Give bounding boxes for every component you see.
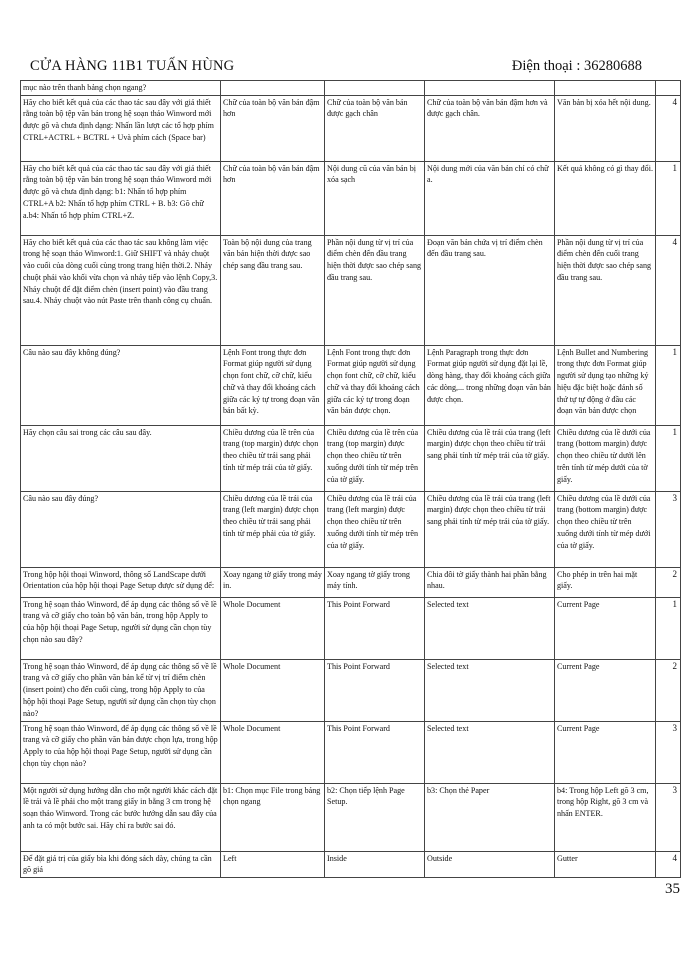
option-c-cell: Chia đôi tờ giấy thành hai phần bằng nhau. [425,567,555,597]
answer-cell: 4 [656,95,681,161]
option-b-cell: This Point Forward [325,721,425,783]
answer-cell: 3 [656,783,681,851]
option-c-cell: b3: Chọn thẻ Paper [425,783,555,851]
option-d-cell: Current Page [555,597,656,659]
option-d-cell: Kết quả không có gì thay đổi. [555,161,656,235]
option-a-cell: Chiều dương của lề trái của trang (left margin) được chọn theo chiều từ trái sang phải tính từ mép phải của tờ giấy. [221,491,325,567]
option-b-cell: Chiều dương của lề trái của trang (left margin) được chọn theo chiều từ trên xuống dưới tính từ mép trên của tờ giấy. [325,491,425,567]
option-c-cell: Nội dung mới của văn bản chỉ có chữ a. [425,161,555,235]
table-row [21,721,681,783]
option-a-cell: Left [221,851,325,877]
question-cell: Hãy cho biết kết quả của các thao tác sau đây với giả thiết rằng toàn bộ tệp văn bản trong hệ soạn thảo Winword mới được gõ và chưa định dạng: b1: Nhấn tổ hợp phím CTRL+A b2: Nhấn tổ hợp phím CTRL + B. b3: Gõ chữ a.b4: Nhấn tổ hợp phím CTRL+Z. [21,161,221,235]
option-a-cell: Lệnh Font trong thực đơn Format giúp người sử dụng chọn font chữ, cỡ chữ, kiểu chữ và thay đổi khoảng cách giữa các ký tự trong đoạn văn bản bất kỳ. [221,345,325,425]
option-c-cell: Outside [425,851,555,877]
question-cell: Để đặt giá trị của giấy bìa khi đóng sách dày, chúng ta cần gõ giá [21,851,221,877]
option-d-cell: Lệnh Bullet and Numbering trong thực đơn Format giúp người sử dụng tạo những ký hiệu đặc biệt hoặc đánh số thứ tự tự động ở đầu các đoạn văn bản được chọn [555,345,656,425]
question-cell: Hãy cho biết kết quả của các thao tác sau không làm việc trong hệ soạn thảo Winword:1. Giữ SHIFT và nháy chuột vào cuối của dòng cuối cùng trong trang hiện thời.2. Nháy chuột phải vào khối vừa chọn và nháy tiếp vào lệnh Copy,3. Nháy chuột để đặt điểm chèn (insert point) vào đầu trang sau.4. Nháy chuột vào nút Paste trên thanh công cụ chuẩn. [21,235,221,345]
option-d-cell: Văn bản bị xóa hết nội dung. [555,95,656,161]
table-row-top-line [21,81,681,96]
table-row [21,345,681,425]
table-row [21,567,681,597]
option-b-cell: Chiều dương của lề trên của trang (top margin) được chọn theo chiều từ trên xuống dưới tính từ mép trên của tờ giấy. [325,425,425,491]
question-cell: Trong hộp hội thoại Winword, thông số LandScape dưới Orientation của hộp hội thoại Page Setup được sử dụng để: [21,567,221,597]
table-row [21,851,681,877]
option-a-cell: Whole Document [221,721,325,783]
option-c-cell: Chiều dương của lề trái của trang (left margin) được chọn theo chiều từ trái sang phải tính từ mép trái của tờ giấy. [425,491,555,567]
option-b-cell: Xoay ngang tờ giấy trong máy tính. [325,567,425,597]
question-table [20,80,681,878]
option-c-cell: Selected text [425,659,555,721]
option-b-cell: b2: Chọn tiếp lệnh Page Setup. [325,783,425,851]
table-row [21,95,681,161]
option-a-cell: Xoay ngang tờ giấy trong máy in. [221,567,325,597]
option-b-cell: Chữ của toàn bộ văn bản được gạch chân [325,95,425,161]
table-row [21,425,681,491]
option-a-cell: Chữ của toàn bộ văn bản đậm hơn [221,161,325,235]
answer-cell: 2 [656,659,681,721]
option-c-cell: Chiều dương của lề trái của trang (left margin) được chọn theo chiều từ trái sang phải tính từ mép trái của tờ giấy. [425,425,555,491]
option-a-cell: Toàn bộ nội dung của trang văn bản hiện thời được sao chép sang đầu trang sau. [221,235,325,345]
shop-name: CỬA HÀNG 11B1 TUẤN HÙNG [30,58,235,74]
option-a-cell: Whole Document [221,659,325,721]
answer-cell: 3 [656,491,681,567]
option-b-cell: This Point Forward [325,597,425,659]
option-c-cell: Chữ của toàn bộ văn bản đậm hơn và được gạch chân. [425,95,555,161]
option-c-cell: Lệnh Paragraph trong thực đơn Format giúp người sử dụng đặt lại lề, dòng hàng, thay đổi khoảng cách giữa các dòng,... trong những đoạn văn bản được chọn. [425,345,555,425]
table-row [21,597,681,659]
option-b-cell: Phần nội dung từ vị trí của điểm chèn đến đầu trang hiện thời được sao chép sang đầu trang sau. [325,235,425,345]
option-a-cell: b1: Chọn mục File trong bảng chọn ngang [221,783,325,851]
option-d-cell: Current Page [555,659,656,721]
option-b-cell: Nội dung cũ của văn bản bị xóa sạch [325,161,425,235]
option-d-cell: Phần nội dung từ vị trí của điểm chèn đến cuối trang hiện thời được sao chép sang đầu trang sau. [555,235,656,345]
phone-number: Điện thoại : 36280688 [511,58,642,74]
question-cell: mục nào trên thanh bảng chọn ngang? [21,81,221,96]
answer-cell: 1 [656,425,681,491]
question-cell: Trong hệ soạn thảo Winword, để áp dụng các thông số về lề trang và cỡ giấy cho phần văn bản được chọn lựa, trong hộp Apply to của hộp hội thoại Page Setup, người sử dụng cần chọn tùy chọn nào? [21,721,221,783]
answer-cell: 1 [656,345,681,425]
option-b-cell: Inside [325,851,425,877]
answer-cell: 1 [656,161,681,235]
question-cell: Hãy cho biết kết quả của các thao tác sau đây với giả thiết rằng toàn bộ tệp văn bản trong hệ soạn thảo Winword mới được gõ và chưa định dạng: Nhấn lần lượt các tổ hợp phím CTRL+ACTRL + BCTRL + Uvà phím cách (Space bar) [21,95,221,161]
table-row [21,659,681,721]
answer-cell: 1 [656,597,681,659]
table-row [21,783,681,851]
option-d-cell: Cho phép in trên hai mặt giấy. [555,567,656,597]
option-a-cell: Whole Document [221,597,325,659]
page-header [30,58,670,82]
answer-cell: 2 [656,567,681,597]
question-cell: Trong hệ soạn thảo Winword, để áp dụng các thông số về lề trang và cỡ giấy cho toàn bộ văn bản, trong hộp Apply to của hộp hội thoại Page Setup, người sử dụng cần chọn tùy chọn nào sau đây? [21,597,221,659]
answer-cell: 4 [656,235,681,345]
table-row [21,235,681,345]
table-row [21,161,681,235]
question-cell: Câu nào sau đây đúng? [21,491,221,567]
option-a-cell: Chữ của toàn bộ văn bản đậm hơn [221,95,325,161]
option-c-cell: Đoạn văn bản chứa vị trí điểm chèn đến đầu trang sau. [425,235,555,345]
question-cell: Câu nào sau đây không đúng? [21,345,221,425]
question-cell: Một người sử dụng hướng dẫn cho một người khác cách đặt lề trái và lề phải cho một trang giấy in bằng 3 cm trong hệ soạn thảo Winword. Trong các bước hướng dẫn sau đây của anh ta có một bước sai. Hãy chỉ ra bước sai đó. [21,783,221,851]
answer-cell: 4 [656,851,681,877]
answer-cell: 3 [656,721,681,783]
option-c-cell: Selected text [425,597,555,659]
question-cell: Hãy chọn câu sai trong các câu sau đây. [21,425,221,491]
option-b-cell: This Point Forward [325,659,425,721]
page-number: 35 [665,881,680,897]
option-d-cell: b4: Trong hộp Left gõ 3 cm, trong hộp Right, gõ 3 cm và nhấn ENTER. [555,783,656,851]
option-b-cell: Lệnh Font trong thực đơn Format giúp người sử dụng chọn font chữ, cỡ chữ, kiểu chữ và thay đổi khoảng cách giữa các ký tự trong đoạn văn bản được chọn. [325,345,425,425]
option-d-cell: Current Page [555,721,656,783]
option-c-cell: Selected text [425,721,555,783]
table-row [21,491,681,567]
option-d-cell: Gutter [555,851,656,877]
option-a-cell: Chiều dương của lề trên của trang (top margin) được chọn theo chiều từ trái sang phải tính từ mép trái của tờ giấy. [221,425,325,491]
question-cell: Trong hệ soạn thảo Winword, để áp dụng các thông số về lề trang và cỡ giấy cho phần văn bản kể từ vị trí điểm chèn (insert point) cho đến cuối cùng, trong hộp Apply to của hộp hội thoại Page Setup, người sử dụng cần chọn tùy chọn nào? [21,659,221,721]
option-d-cell: Chiều dương của lề dưới của trang (bottom margin) được chọn theo chiều từ trên xuống dưới tính từ mép dưới của tờ giấy. [555,491,656,567]
option-d-cell: Chiều dương của lề dưới của trang (bottom margin) được chọn theo chiều từ dưới lên trên tính từ mép dưới của tờ giấy. [555,425,656,491]
